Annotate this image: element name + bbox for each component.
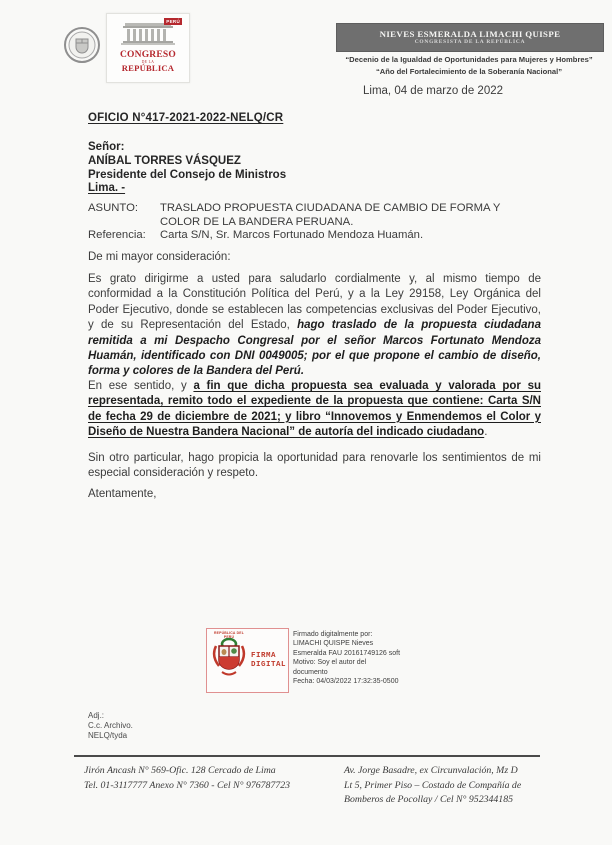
initials-line: NELQ/tyda bbox=[88, 731, 128, 740]
greeting-line: De mi mayor consideración: bbox=[88, 251, 231, 263]
motto-line-2: “Año del Fortalecimiento de la Soberanía Nacional” bbox=[375, 67, 563, 76]
motto-line-1: “Decenio de la Igualdad de Oportunidades para Mujeres y Hombres” bbox=[345, 55, 593, 64]
congresswoman-banner bbox=[336, 23, 604, 52]
peru-national-seal-icon bbox=[61, 24, 103, 70]
subject-text: TRASLADO PROPUESTA CIUDADANA DE CAMBIO DE FORMA Y COLOR DE LA BANDERA PERUANA. bbox=[160, 202, 501, 228]
footer-left-line: Tel. 01-3117777 Anexo N° 7360 - Cel N° 976787723 bbox=[84, 779, 291, 791]
stamp-coat-of-arms-icon bbox=[210, 632, 248, 689]
paragraph-2-normal: En ese sentido, y bbox=[88, 380, 194, 392]
congresswoman-name: NIEVES ESMERALDA LIMACHI QUISPE bbox=[379, 29, 561, 39]
reference-text: Carta S/N, Sr. Marcos Fortunado Mendoza Huamán. bbox=[160, 229, 424, 241]
footer-divider bbox=[74, 755, 540, 757]
footer-right-line: Av. Jorge Basadre, ex Circunvalación, Mz D bbox=[344, 765, 518, 776]
recipient-city: Lima. - bbox=[88, 182, 126, 195]
paragraph-2-emphasis: a fin que dicha propuesta sea evaluada y valorada por su representada, remito todo el expediente de la propuesta que contiene: Carta S/N de fecha 29 de diciembre de 2021; y libro “Innovemos y Enmendemos el Color y Diseño de Nuestra Bandera Nacional” de autoría del indicado ciudadano bbox=[88, 380, 541, 439]
signature-detail-line: Firmado digitalmente por: bbox=[293, 631, 373, 638]
congresswoman-title: CONGRESISTA DE LA REPÚBLICA bbox=[414, 39, 526, 45]
congress-logo-line2: DE LA bbox=[141, 60, 155, 64]
congress-logo-line3: REPÚBLICA bbox=[121, 63, 175, 73]
digital-signature-stamp bbox=[206, 628, 289, 693]
recipient-block bbox=[88, 141, 286, 196]
oficio-number: OFICIO N°417-2021-2022-NELQ/CR bbox=[88, 112, 284, 124]
paragraph-3: Sin otro particular, hago propicia la oportunidad para renovarle los sentimientos de mi especial consideración y respeto. bbox=[88, 452, 541, 480]
signature-details bbox=[293, 630, 400, 686]
recipient-salutation: Señor: bbox=[88, 141, 125, 153]
signature-detail-line: Esmeralda FAU 20161749126 soft bbox=[293, 649, 401, 657]
footer-address-right bbox=[344, 764, 554, 808]
subject-label: ASUNTO: bbox=[88, 202, 139, 214]
paragraph-2-period: . bbox=[484, 426, 488, 439]
paragraph-2 bbox=[88, 379, 541, 441]
firma-digital-label bbox=[251, 652, 286, 670]
signature-detail-line: Motivo: Soy el autor del bbox=[293, 659, 367, 667]
closing-line: Atentamente, bbox=[88, 488, 157, 500]
stamp-seal-caption: REPÚBLICA DEL PERÚ bbox=[214, 631, 244, 639]
recipient-title: Presidente del Consejo de Ministros bbox=[88, 168, 287, 181]
footer-right-line: Bomberos de Pocollay / Cel N° 952344185 bbox=[344, 794, 513, 805]
footer-address-left bbox=[84, 764, 346, 793]
signature-detail-line: LIMACHI QUISPE Nieves bbox=[293, 640, 374, 648]
paragraph-1-emphasis: hago traslado de la propuesta ciudadana remitida a mi Despacho Congresal por el señor Marcos Fortunato Mendoza Huamán, identificado con DNI 0049005; por el que propone el cambio de diseño, forma y colores de la Bandera del Perú. bbox=[88, 319, 541, 378]
date-line: Lima, 04 de marzo de 2022 bbox=[363, 85, 504, 97]
congress-logo bbox=[106, 13, 190, 83]
paragraph-1 bbox=[88, 272, 541, 380]
recipient-name: ANÍBAL TORRES VÁSQUEZ bbox=[88, 154, 241, 167]
adj-line: Adj.: bbox=[88, 711, 105, 720]
footer-right-line: Lt 5, Primer Piso – Costado de Compañía de bbox=[344, 779, 522, 791]
annotations-block bbox=[88, 711, 133, 741]
signature-detail-line: documento bbox=[293, 668, 328, 676]
footer-left-line: Jirón Ancash N° 569-Ofic. 128 Cercado de Lima bbox=[84, 765, 276, 776]
cc-line: C.c. Archivo. bbox=[88, 721, 133, 730]
signature-detail-line: Fecha: 04/03/2022 17:32:35-0500 bbox=[293, 678, 399, 686]
reference-label: Referencia: bbox=[88, 229, 146, 241]
subject-reference-block bbox=[88, 202, 548, 243]
paragraph-1-normal: Es grato dirigirme a usted para saludarlo cordialmente y, al mismo tiempo de conformidad a la Constitución Política del Perú, y a la Ley 29158, Ley Orgánica del Poder Ejecutivo, donde se establecen las competencias exclusivas del Poder Ejecutivo, y de su Representación del Estado, bbox=[88, 273, 541, 332]
firma-digital-line2: DIGITAL bbox=[251, 660, 287, 669]
congress-logo-line1: CONGRESO bbox=[120, 50, 176, 60]
firma-digital-line1: FIRMA bbox=[251, 651, 277, 660]
peru-label: PERÚ bbox=[166, 19, 180, 24]
